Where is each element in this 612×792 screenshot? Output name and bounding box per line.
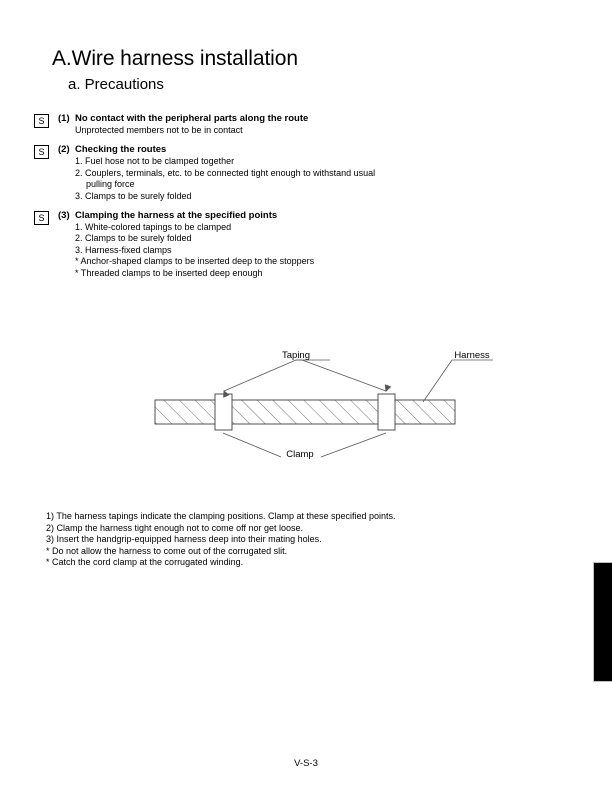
section-item: * Anchor-shaped clamps to be inserted deep to the stoppers bbox=[75, 256, 315, 267]
harness-clamp-diagram bbox=[0, 330, 612, 480]
clamp-block-right bbox=[378, 394, 395, 430]
section-item: Unprotected members not to be in contact bbox=[75, 125, 243, 135]
service-marker-icon: S bbox=[34, 145, 49, 159]
section-heading-text: No contact with the peripheral parts along the route bbox=[75, 113, 309, 124]
section-number: (1) bbox=[58, 113, 70, 124]
section-number: (2) bbox=[58, 144, 70, 156]
notes-list bbox=[46, 511, 396, 569]
section-edge-tab bbox=[593, 562, 612, 682]
section-heading bbox=[58, 144, 554, 156]
service-marker-icon: S bbox=[34, 211, 49, 225]
section-item: 1. White-colored tapings to be clamped bbox=[75, 222, 232, 233]
section-number: (3) bbox=[58, 210, 70, 222]
diagram-label-taping: Taping bbox=[282, 350, 310, 361]
section-item: 3. Clamps to be surely folded bbox=[75, 190, 192, 201]
page-footer: V-S-3 bbox=[294, 758, 318, 769]
section-items bbox=[75, 125, 554, 136]
note-item: 2) Clamp the harness tight enough not to come off nor get loose. bbox=[46, 522, 303, 533]
precaution-section bbox=[34, 144, 554, 202]
note-item: 1) The harness tapings indicate the clamping positions. Clamp at these specified points. bbox=[46, 511, 396, 521]
section-item: 1. Fuel hose not to be clamped together bbox=[75, 156, 235, 167]
section-heading bbox=[58, 210, 554, 222]
section-items bbox=[75, 156, 554, 202]
note-item: * Do not allow the harness to come out of the corrugated slit. bbox=[46, 545, 288, 556]
note-item: 3) Insert the handgrip-equipped harness deep into their mating holes. bbox=[46, 534, 322, 545]
diagram-label-harness: Harness bbox=[454, 350, 490, 361]
precaution-section bbox=[34, 113, 554, 136]
diagram-label-clamp: Clamp bbox=[286, 449, 314, 460]
page-title: A.Wire harness installation bbox=[52, 47, 298, 70]
section-heading-text: Checking the routes bbox=[75, 144, 167, 156]
section-item: 3. Harness-fixed clamps bbox=[75, 244, 172, 255]
section-item: * Threaded clamps to be inserted deep enough bbox=[75, 267, 263, 278]
clamp-block-left bbox=[215, 394, 232, 430]
section-heading bbox=[58, 113, 554, 125]
section-heading-text: Clamping the harness at the specified points bbox=[75, 210, 278, 222]
service-marker-icon: S bbox=[34, 114, 49, 128]
harness-leader-line bbox=[423, 360, 493, 402]
precautions-list bbox=[34, 113, 554, 283]
section-items bbox=[75, 222, 554, 279]
section-item: 2. Couplers, terminals, etc. to be connected tight enough to withstand usual bbox=[75, 167, 376, 178]
taping-leader-lines bbox=[224, 360, 386, 391]
page-subtitle: a. Precautions bbox=[68, 76, 164, 93]
harness-bar bbox=[155, 400, 455, 424]
precaution-section bbox=[34, 210, 554, 279]
note-item: * Catch the cord clamp at the corrugated winding. bbox=[46, 557, 244, 568]
section-item-continuation: pulling force bbox=[86, 179, 135, 190]
section-item: 2. Clamps to be surely folded bbox=[75, 233, 192, 244]
